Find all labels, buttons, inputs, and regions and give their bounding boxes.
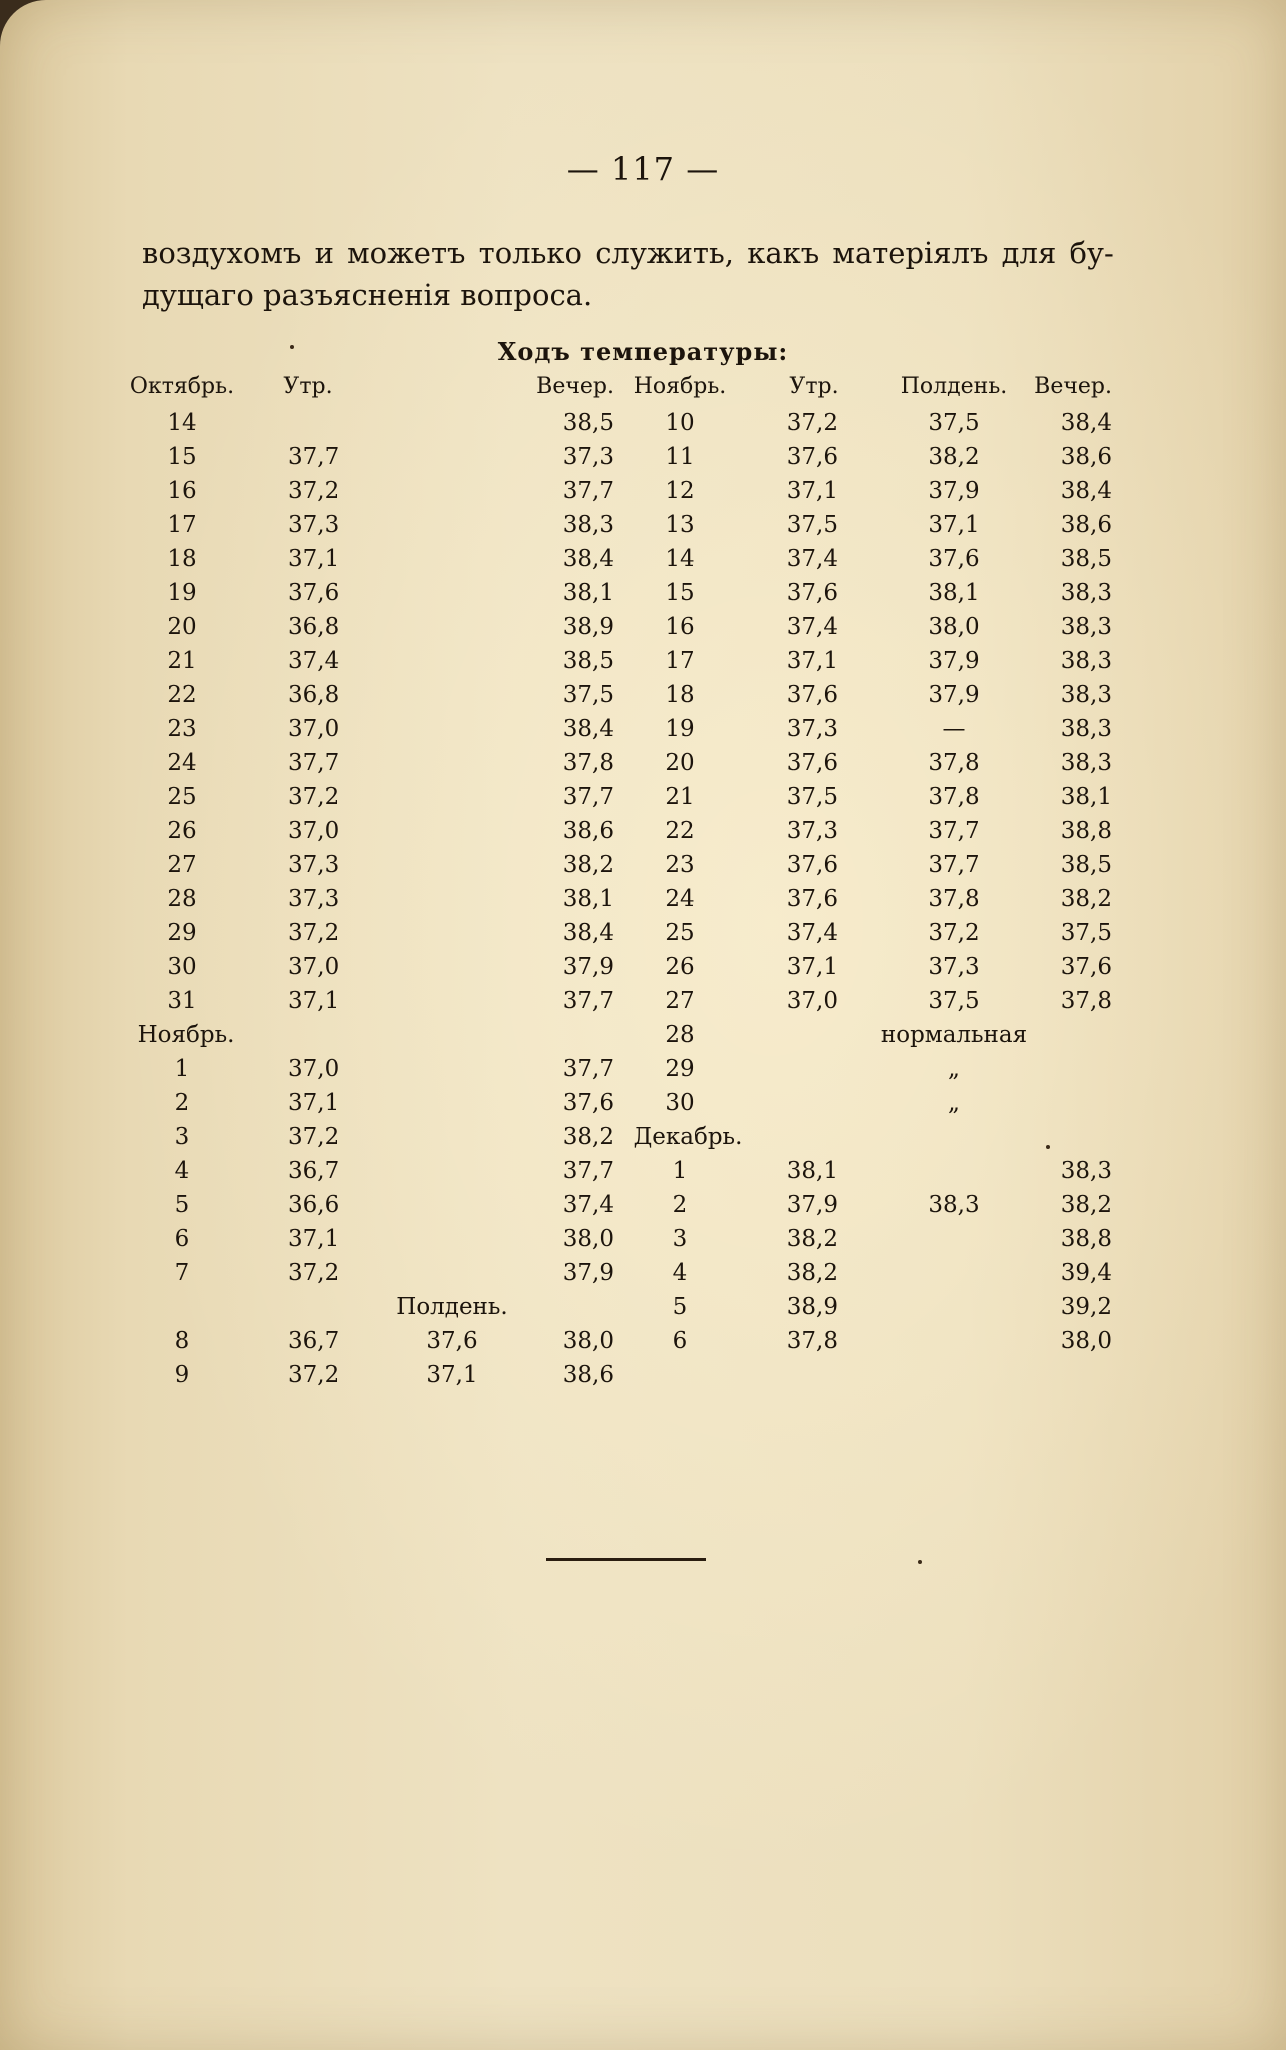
left-evening-cell: 38,2 [562,852,614,878]
left-day-cell: 28 [167,886,197,912]
left-morning-cell: 37,0 [288,1056,340,1082]
right-evening-cell: 37,6 [1060,954,1112,980]
left-month-november: Ноябрь. [137,1022,235,1048]
right-day-cell: 28 [665,1022,695,1048]
right-morning-cell: 37,5 [786,784,838,810]
left-day-cell: 30 [167,954,197,980]
right-day-cell: 30 [665,1090,695,1116]
right-day-cell: 29 [665,1056,695,1082]
header-noon-right: Полдень. [900,374,1008,399]
right-day-cell: 23 [665,852,695,878]
left-morning-cell: 37,3 [288,886,340,912]
left-noon-cell: 37,6 [426,1328,478,1354]
right-noon-cell: 37,5 [928,410,980,436]
right-noon-cell: 37,9 [928,682,980,708]
left-day-cell: 20 [167,614,197,640]
left-morning-cell: 36,8 [288,614,340,640]
intro-paragraph [142,232,1112,316]
left-morning-cell: 37,7 [288,444,340,470]
right-month-december: Декабрь. [633,1124,743,1150]
right-evening-cell: 38,5 [1060,546,1112,572]
right-morning-cell: 37,5 [786,512,838,538]
left-evening-cell: 38,2 [562,1124,614,1150]
right-noon-cell: 37,6 [928,546,980,572]
right-noon-cell: 37,3 [928,954,980,980]
right-day-cell: 11 [665,444,695,470]
left-evening-cell: 37,3 [562,444,614,470]
right-morning-cell: 37,6 [786,444,838,470]
right-morning-cell: 37,3 [786,716,838,742]
right-noon-cell: 38,0 [928,614,980,640]
left-evening-cell: 37,7 [562,478,614,504]
right-evening-cell: 37,8 [1060,988,1112,1014]
left-evening-cell: 37,5 [562,682,614,708]
left-day-cell: 6 [174,1226,190,1252]
left-evening-cell: 38,1 [562,580,614,606]
left-day-cell: 15 [167,444,197,470]
right-morning-cell: 37,9 [786,1192,838,1218]
header-evening-right: Вечер. [1034,374,1112,399]
left-evening-cell: 37,9 [562,954,614,980]
left-evening-cell: 37,4 [562,1192,614,1218]
left-morning-cell: 37,6 [288,580,340,606]
left-morning-cell: 37,2 [288,1362,340,1388]
left-evening-cell: 38,6 [562,1362,614,1388]
left-evening-cell: 38,4 [562,546,614,572]
right-morning-cell: 37,1 [786,478,838,504]
right-morning-cell: 37,6 [786,852,838,878]
left-day-cell: 26 [167,818,197,844]
right-noon-cell: 37,8 [928,886,980,912]
ink-speck [1046,1145,1050,1149]
left-morning-cell: 37,1 [288,1090,340,1116]
right-day-cell: 1 [672,1158,688,1184]
left-morning-cell: 36,7 [288,1328,340,1354]
left-evening-cell: 38,3 [562,512,614,538]
header-month-november: Ноябрь. [633,374,727,399]
left-morning-cell: 37,2 [288,920,340,946]
left-day-cell: 31 [167,988,197,1014]
left-evening-cell: 37,9 [562,1260,614,1286]
right-day-cell: 26 [665,954,695,980]
right-morning-cell: 37,8 [786,1328,838,1354]
left-evening-cell: 37,7 [562,1158,614,1184]
left-noon-cell: 37,1 [426,1362,478,1388]
right-day-cell: 10 [665,410,695,436]
right-day-cell: 25 [665,920,695,946]
header-evening-left: Вечер. [536,374,614,399]
right-evening-cell: 38,3 [1060,580,1112,606]
left-evening-cell: 38,6 [562,818,614,844]
right-day-cell: 22 [665,818,695,844]
right-morning-cell: 37,6 [786,580,838,606]
left-morning-cell: 37,2 [288,478,340,504]
header-morning-left: Утр. [283,374,333,399]
right-noon-cell: 37,2 [928,920,980,946]
end-rule [546,1558,706,1561]
right-morning-cell: 38,2 [786,1260,838,1286]
right-day-cell: 5 [672,1294,688,1320]
ink-speck [290,345,294,349]
right-evening-cell: 38,0 [1060,1328,1112,1354]
right-evening-cell: 38,6 [1060,512,1112,538]
right-evening-cell: 39,4 [1060,1260,1112,1286]
right-evening-cell: 38,2 [1060,886,1112,912]
left-morning-cell: 37,0 [288,818,340,844]
right-evening-cell: 38,3 [1060,1158,1112,1184]
right-evening-cell: 38,2 [1060,1192,1112,1218]
left-evening-cell: 37,6 [562,1090,614,1116]
right-morning-cell: 38,1 [786,1158,838,1184]
right-morning-cell: 38,2 [786,1226,838,1252]
left-header-noon: Полдень. [396,1294,508,1320]
right-evening-cell: 38,3 [1060,648,1112,674]
right-day-cell: 4 [672,1260,688,1286]
right-evening-cell: 37,5 [1060,920,1112,946]
ink-speck [918,1560,922,1564]
left-evening-cell: 38,0 [562,1328,614,1354]
right-evening-cell: 38,3 [1060,716,1112,742]
left-day-cell: 1 [174,1056,190,1082]
right-noon-cell: „ [948,1090,960,1116]
left-day-cell: 19 [167,580,197,606]
right-day-cell: 20 [665,750,695,776]
right-evening-cell: 38,4 [1060,478,1112,504]
left-morning-cell: 37,1 [288,1226,340,1252]
right-day-cell: 27 [665,988,695,1014]
left-morning-cell: 37,3 [288,852,340,878]
right-noon-cell: 38,1 [928,580,980,606]
left-day-cell: 4 [174,1158,190,1184]
left-evening-cell: 37,8 [562,750,614,776]
right-noon-cell: 37,8 [928,750,980,776]
right-day-cell: 18 [665,682,695,708]
right-morning-cell: 37,1 [786,954,838,980]
left-evening-cell: 38,4 [562,920,614,946]
right-morning-cell: 37,6 [786,682,838,708]
right-evening-cell: 38,6 [1060,444,1112,470]
right-morning-cell: 37,4 [786,546,838,572]
left-day-cell: 21 [167,648,197,674]
left-day-cell: 24 [167,750,197,776]
left-morning-cell: 37,2 [288,784,340,810]
left-day-cell: 16 [167,478,197,504]
header-month-october: Октябрь. [129,374,235,399]
left-evening-cell: 38,5 [562,648,614,674]
right-morning-cell: 37,1 [786,648,838,674]
right-day-cell: 24 [665,886,695,912]
left-day-cell: 29 [167,920,197,946]
right-noon-cell: 37,7 [928,852,980,878]
right-day-cell: 15 [665,580,695,606]
left-morning-cell: 36,7 [288,1158,340,1184]
left-day-cell: 22 [167,682,197,708]
left-evening-cell: 37,7 [562,1056,614,1082]
right-day-cell: 12 [665,478,695,504]
right-noon-cell: 37,9 [928,648,980,674]
right-noon-cell: 38,3 [928,1192,980,1218]
left-morning-cell: 36,6 [288,1192,340,1218]
intro-line-1: воздухомъ и можетъ только служить, какъ матеріялъ для бу- [142,236,1114,270]
left-morning-cell: 36,8 [288,682,340,708]
right-day-cell: 2 [672,1192,688,1218]
left-day-cell: 9 [174,1362,190,1388]
right-evening-cell: 38,8 [1060,1226,1112,1252]
right-noon-cell: „ [948,1056,960,1082]
right-noon-cell: 38,2 [928,444,980,470]
left-morning-cell: 37,0 [288,954,340,980]
right-day-cell: 14 [665,546,695,572]
right-evening-cell: 39,2 [1060,1294,1112,1320]
right-day-cell: 6 [672,1328,688,1354]
left-morning-cell: 37,1 [288,988,340,1014]
left-evening-cell: 38,1 [562,886,614,912]
right-day-cell: 19 [665,716,695,742]
header-morning-right: Утр. [789,374,839,399]
left-evening-cell: 37,7 [562,784,614,810]
right-morning-cell: 37,4 [786,614,838,640]
right-evening-cell: 38,3 [1060,614,1112,640]
left-evening-cell: 38,4 [562,716,614,742]
left-day-cell: 7 [174,1260,190,1286]
page-number: — 117 — [566,150,720,188]
left-evening-cell: 38,9 [562,614,614,640]
right-day-cell: 17 [665,648,695,674]
right-noon-cell: нормальная [880,1022,1028,1048]
right-morning-cell: 37,3 [786,818,838,844]
left-morning-cell: 37,3 [288,512,340,538]
left-day-cell: 17 [167,512,197,538]
left-day-cell: 2 [174,1090,190,1116]
right-morning-cell: 37,6 [786,886,838,912]
right-evening-cell: 38,1 [1060,784,1112,810]
right-noon-cell: 37,9 [928,478,980,504]
right-day-cell: 13 [665,512,695,538]
right-day-cell: 21 [665,784,695,810]
right-morning-cell: 37,6 [786,750,838,776]
right-noon-cell: 37,5 [928,988,980,1014]
right-noon-cell: 37,8 [928,784,980,810]
right-morning-cell: 37,2 [786,410,838,436]
left-morning-cell: 37,0 [288,716,340,742]
right-day-cell: 16 [665,614,695,640]
right-evening-cell: 38,5 [1060,852,1112,878]
left-morning-cell: 37,2 [288,1124,340,1150]
right-evening-cell: 38,3 [1060,682,1112,708]
right-evening-cell: 38,4 [1060,410,1112,436]
left-day-cell: 5 [174,1192,190,1218]
right-morning-cell: 37,0 [786,988,838,1014]
left-day-cell: 3 [174,1124,190,1150]
right-noon-cell: 37,1 [928,512,980,538]
left-evening-cell: 37,7 [562,988,614,1014]
right-morning-cell: 38,9 [786,1294,838,1320]
left-day-cell: 27 [167,852,197,878]
left-morning-cell: 37,2 [288,1260,340,1286]
left-day-cell: 8 [174,1328,190,1354]
right-evening-cell: 38,3 [1060,750,1112,776]
right-noon-cell: — [942,716,966,742]
left-day-cell: 25 [167,784,197,810]
left-day-cell: 14 [167,410,197,436]
right-evening-cell: 38,8 [1060,818,1112,844]
left-morning-cell: 37,1 [288,546,340,572]
left-morning-cell: 37,7 [288,750,340,776]
left-day-cell: 23 [167,716,197,742]
left-evening-cell: 38,5 [562,410,614,436]
left-day-cell: 18 [167,546,197,572]
right-morning-cell: 37,4 [786,920,838,946]
left-morning-cell: 37,4 [288,648,340,674]
right-day-cell: 3 [672,1226,688,1252]
intro-line-2: дущаго разъясненія вопроса. [142,278,593,312]
table-title: Ходъ температуры: [497,337,789,366]
left-evening-cell: 38,0 [562,1226,614,1252]
right-noon-cell: 37,7 [928,818,980,844]
